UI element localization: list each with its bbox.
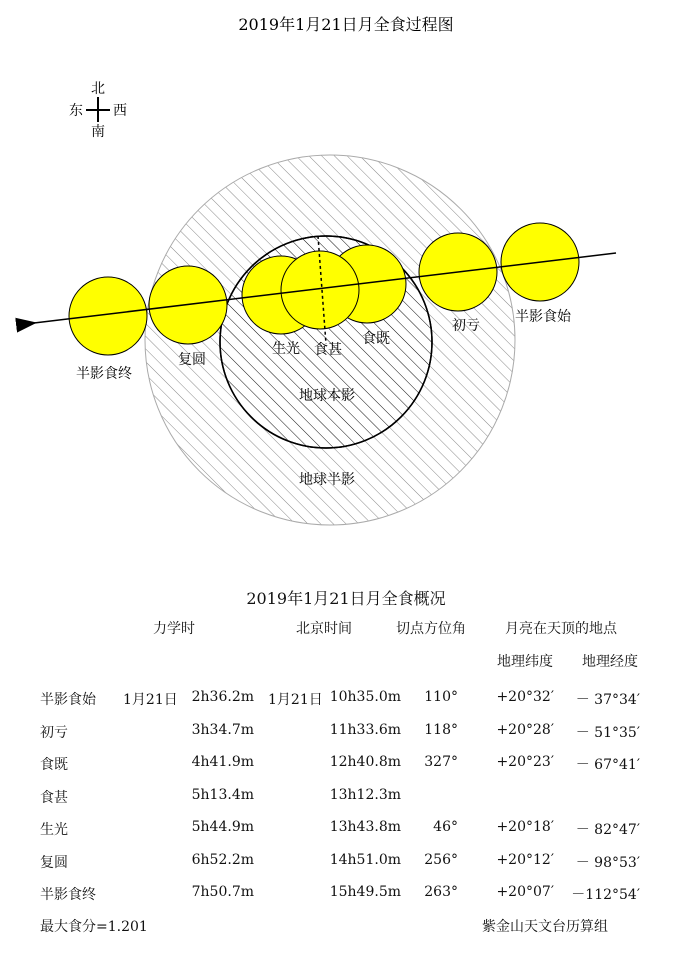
table-cell-lon: － 51°35′ — [575, 724, 640, 741]
table-cell-td: 7h50.7m — [191, 884, 254, 900]
header-zenith-place: 月亮在天顶的地点 — [505, 621, 617, 637]
table-cell-angle: 110° — [424, 689, 458, 705]
compass — [69, 81, 127, 140]
label-total-end: 生光 — [272, 341, 300, 357]
compass-north: 北 — [91, 81, 105, 97]
table-cell-angle: 118° — [424, 721, 458, 738]
header-beijing-time: 北京时间 — [296, 621, 352, 637]
diagram-title: 2019年1月21日月全食过程图 — [238, 15, 454, 34]
header-position-angle: 切点方位角 — [396, 621, 466, 637]
table-cell-lat: +20°07′ — [496, 884, 554, 900]
table-cell-angle: 263° — [424, 884, 458, 900]
table-cell-angle: 327° — [424, 754, 458, 770]
table-cell-lat: +20°18′ — [496, 819, 554, 835]
table-cell-event: 生光 — [40, 822, 68, 838]
label-penumbra-begin: 半影食始 — [515, 309, 571, 325]
header-longitude: 地理经度 — [582, 654, 638, 670]
credit: 紫金山天文台历算组 — [482, 919, 608, 935]
table-cell-bj: 13h12.3m — [329, 786, 401, 803]
table-cell-lat: +20°32′ — [496, 689, 554, 705]
table-cell-lon: － 82°47′ — [575, 822, 640, 838]
table-cell-lon: － 37°34′ — [575, 692, 640, 708]
table-cell-date1: 1月21日 — [123, 692, 178, 708]
table-cell-td: 5h44.9m — [191, 819, 254, 835]
table-cell-date2: 1月21日 — [268, 692, 323, 708]
table-cell-lon: － 67°41′ — [575, 757, 640, 773]
compass-east: 东 — [69, 103, 83, 119]
table-cell-lat: +20°28′ — [496, 721, 554, 738]
table-title: 2019年1月21日月全食概况 — [246, 589, 446, 608]
table-cell-event: 食既 — [40, 757, 68, 773]
table-cell-lat: +20°12′ — [496, 851, 554, 868]
table-cell-event: 复圆 — [40, 854, 68, 871]
table-cell-td: 4h41.9m — [191, 754, 254, 770]
header-latitude: 地理纬度 — [497, 654, 553, 670]
label-penumbra-end: 半影食终 — [76, 366, 132, 382]
table-cell-event: 初亏 — [40, 724, 68, 741]
label-greatest: 食甚 — [314, 342, 342, 358]
table-cell-lon: － 98°53′ — [575, 854, 640, 871]
table-cell-lat: +20°23′ — [496, 754, 554, 770]
table-cell-angle: 46° — [433, 819, 458, 835]
moon-penumbra-end — [69, 277, 147, 355]
table-cell-bj: 15h49.5m — [329, 884, 401, 900]
table-cell-event: 半影食始 — [40, 692, 96, 708]
table-cell-event: 半影食终 — [40, 887, 96, 903]
label-last-contact: 复圆 — [178, 352, 206, 368]
label-total-begin: 食既 — [362, 331, 390, 347]
table-cell-bj: 12h40.8m — [329, 754, 401, 770]
table-cell-bj: 10h35.0m — [329, 689, 401, 705]
table-cell-bj: 13h43.8m — [329, 819, 401, 835]
table-cell-td: 5h13.4m — [191, 786, 254, 803]
label-penumbra: 地球半影 — [299, 472, 355, 488]
label-umbra: 地球本影 — [299, 388, 355, 404]
table-cell-bj: 11h33.6m — [329, 721, 401, 738]
table-cell-angle: 256° — [424, 851, 458, 868]
table-cell-td: 6h52.2m — [191, 851, 254, 868]
max-magnitude: 最大食分=1.201 — [40, 919, 148, 935]
table-cell-bj: 14h51.0m — [329, 851, 401, 868]
compass-south: 南 — [91, 124, 105, 140]
header-dynamical-time: 力学时 — [153, 621, 195, 637]
table-cell-td: 2h36.2m — [191, 689, 254, 705]
label-first-contact: 初亏 — [452, 318, 480, 334]
table-cell-td: 3h34.7m — [191, 721, 254, 738]
table-cell-lon: －112°54′ — [571, 887, 640, 903]
table-cell-event: 食甚 — [40, 789, 68, 806]
compass-west: 西 — [113, 103, 127, 119]
